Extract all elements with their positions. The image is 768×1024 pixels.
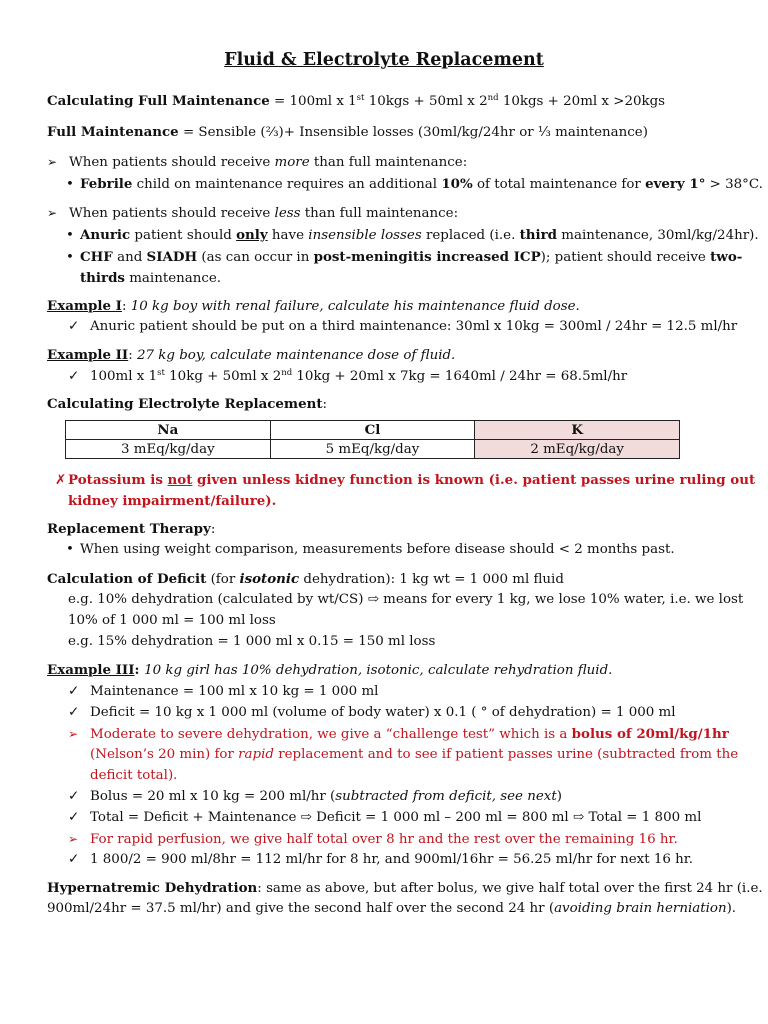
less-heading: [47, 204, 458, 223]
deficit-example-1: [68, 591, 743, 609]
example-label: Example II: [47, 347, 129, 363]
text: given unless kidney function is known (i.e. patient passes urine ruling out: [192, 472, 756, 488]
text: of total maintenance for: [472, 177, 646, 192]
bold-italic-text: isotonic: [239, 571, 300, 587]
text: deficit total).: [90, 768, 178, 783]
dot-bullet-icon: •: [66, 250, 74, 265]
dot-bullet-icon: •: [66, 228, 74, 243]
arrow-bullet-icon: ➢: [68, 727, 79, 741]
example-1-answer: [68, 318, 737, 336]
example-3-total: [68, 809, 701, 827]
deficit-example-1-cont: [68, 612, 276, 630]
formula-part: 10kgs + 50ml x 2: [364, 94, 488, 109]
text: > 38°C.: [705, 177, 763, 192]
potassium-warning: [55, 471, 755, 490]
text: maintenance.: [124, 271, 222, 286]
text: :: [121, 299, 131, 314]
arrow-bullet-icon: ➢: [47, 155, 58, 169]
text: (as can occur in: [197, 250, 314, 265]
text: :: [128, 348, 137, 363]
text: 100ml x 1: [90, 369, 158, 384]
bold-text: Calculation of Deficit: [47, 571, 207, 587]
text: Deficit = 10 kg x 1 000 ml (volume of body water) x 0.1 ( ° of dehydration) = 1 000 ml: [90, 705, 676, 720]
bold-text: CHF: [80, 249, 113, 265]
superscript: nd: [281, 368, 293, 378]
cross-icon: ✗: [55, 473, 67, 488]
example-3-rapid: [68, 830, 678, 849]
text: ).: [726, 901, 737, 916]
check-icon: ✓: [68, 319, 80, 334]
text: ): [556, 789, 562, 804]
text: 1 800/2 = 900 ml/8hr = 112 ml/hr for 8 hr, and 900ml/16hr = 56.25 ml/hr for next 16 hr.: [90, 852, 693, 867]
dot-bullet-icon: •: [66, 177, 74, 192]
text: dehydration): 1 kg wt = 1 000 ml fluid: [299, 572, 564, 587]
italic-text: subtracted from deficit, see next: [335, 789, 557, 804]
hypernatremic-line-cont: [47, 900, 736, 918]
bold-text: post-meningitis increased ICP: [313, 249, 541, 265]
bold-text: thirds: [80, 270, 125, 286]
potassium-warning-cont: [68, 492, 276, 510]
italic-text: rapid: [238, 747, 274, 762]
deficit-heading: [47, 570, 564, 589]
electrolyte-heading: [47, 395, 327, 414]
check-icon: ✓: [68, 369, 80, 384]
text: When patients should receive: [69, 155, 275, 170]
table-row: [66, 440, 680, 459]
text: When using weight comparison, measurements before disease should < 2 months past.: [80, 542, 675, 557]
bold-text: SIADH: [146, 249, 198, 265]
bold-text: bolus of 20ml/kg/1hr: [571, 726, 729, 742]
example-label: Example III: [47, 662, 135, 678]
formula-part: 10kgs + 20ml x >20kgs: [498, 94, 666, 109]
full-maintenance-label: Full Maintenance: [47, 124, 179, 140]
page-title: Fluid & Electrolyte Replacement: [224, 50, 544, 70]
text: maintenance, 30ml/kg/24hr).: [557, 228, 759, 243]
example-description: 10 kg girl has 10% dehydration, isotonic, calculate rehydration fluid.: [144, 663, 613, 678]
text: kidney impairment/failure).: [68, 493, 277, 509]
check-icon: ✓: [68, 789, 80, 804]
deficit-example-2: [68, 633, 435, 651]
check-icon: ✓: [68, 852, 80, 867]
text: and: [112, 250, 147, 265]
full-maintenance-text: = Sensible (⅔)+ Insensible losses (30ml/kg/24hr or ⅓ maintenance): [178, 125, 648, 140]
superscript: nd: [487, 93, 499, 103]
hypernatremic-line: [47, 879, 763, 898]
bold-text: Febrile: [80, 176, 133, 192]
emphasis: less: [274, 206, 301, 221]
text: Maintenance = 100 ml x 10 kg = 1 000 ml: [90, 684, 379, 699]
example-3-maintenance: [68, 683, 378, 701]
text: child on maintenance requires an additional: [132, 177, 442, 192]
check-icon: ✓: [68, 705, 80, 720]
replacement-item: [66, 541, 675, 559]
electrolyte-label: Calculating Electrolyte Replacement: [47, 396, 323, 412]
example-3-heading: [47, 661, 612, 680]
replacement-heading: [47, 520, 215, 539]
chf-item-cont: [80, 269, 221, 288]
superscript: st: [356, 93, 365, 103]
example-3-challenge: [68, 725, 729, 744]
check-icon: ✓: [68, 810, 80, 825]
bold-text: third: [519, 227, 558, 243]
bold-text: every 1°: [645, 176, 706, 192]
text: 10kg + 50ml x 2: [164, 369, 282, 384]
replacement-label: Replacement Therapy: [47, 521, 211, 537]
bold-text: two-: [710, 249, 743, 265]
underline-text: not: [167, 472, 193, 488]
example-1-heading: [47, 297, 580, 316]
table-header: Cl: [270, 421, 475, 440]
example-description: 10 kg boy with renal failure, calculate his maintenance fluid dose.: [130, 299, 580, 314]
text: than full maintenance:: [309, 155, 468, 170]
text: Moderate to severe dehydration, we give a “challenge test” which is a: [90, 727, 572, 742]
text: Anuric patient should be put on a third maintenance: 30ml x 10kg = 300ml / 24hr = 12.5 ml/hr: [90, 319, 738, 334]
example-description: 27 kg boy, calculate maintenance dose of fluid.: [136, 348, 456, 363]
chf-item: [66, 248, 742, 267]
text: :: [134, 662, 145, 678]
example-3-challenge-cont: [90, 746, 738, 764]
more-heading: [47, 153, 467, 172]
table-cell: 5 mEq/kg/day: [270, 440, 475, 459]
text: replaced (i.e.: [421, 228, 520, 243]
text: Potassium is: [68, 472, 168, 488]
text: replacement and to see if patient passes urine (subtracted from the: [273, 747, 739, 762]
emphasis: more: [274, 155, 310, 170]
text: :: [210, 522, 216, 537]
bold-text: Anuric: [80, 227, 131, 243]
text: 10% of 1 000 ml = 100 ml loss: [68, 613, 276, 628]
text: For rapid perfusion, we give half total over 8 hr and the rest over the remaining 16 hr.: [90, 832, 678, 847]
arrow-bullet-icon: ➢: [47, 206, 58, 220]
text: Total = Deficit + Maintenance ⇨ Deficit = 1 000 ml – 200 ml = 800 ml ⇨ Total = 1 800 ml: [90, 810, 702, 825]
text: ); patient should receive: [540, 250, 711, 265]
italic-text: insensible losses: [308, 228, 422, 243]
example-3-challenge-cont-2: [90, 767, 177, 785]
example-2-heading: [47, 346, 455, 365]
text: :: [322, 397, 328, 412]
text: Bolus = 20 ml x 10 kg = 200 ml/hr (: [90, 789, 336, 804]
anuric-item: [66, 226, 759, 245]
dot-bullet-icon: •: [66, 542, 74, 557]
text: (Nelson’s 20 min) for: [90, 747, 239, 762]
text: 900ml/24hr = 37.5 ml/hr) and give the second half over the second 24 hr (: [47, 901, 555, 916]
text: : same as above, but after bolus, we give half total over the first 24 hr (i.e.: [257, 881, 763, 896]
example-label: Example I: [47, 298, 122, 314]
text: 10kg + 20ml x 7kg = 1640ml / 24hr = 68.5ml/hr: [292, 369, 628, 384]
table-header: K: [475, 421, 680, 440]
bold-underline-text: only: [236, 227, 268, 243]
example-2-answer: [68, 368, 627, 386]
example-3-deficit: [68, 704, 676, 722]
table-header: Na: [66, 421, 271, 440]
bold-text: 10%: [441, 176, 473, 192]
table-cell: 2 mEq/kg/day: [475, 440, 680, 459]
electrolyte-table: [65, 420, 680, 459]
table-header-row: [66, 421, 680, 440]
italic-text: avoiding brain herniation: [554, 901, 727, 916]
text: have: [267, 228, 309, 243]
text: e.g. 15% dehydration = 1 000 ml x 0.15 = 150 ml loss: [68, 634, 436, 649]
full-maintenance-line: [47, 123, 648, 142]
example-3-bolus: [68, 788, 562, 806]
text: than full maintenance:: [300, 206, 459, 221]
text: e.g. 10% dehydration (calculated by wt/CS) ⇨ means for every 1 kg, we lose 10% water, i.e. we lost: [68, 592, 744, 607]
formula-part: = 100ml x 1: [269, 94, 357, 109]
text: (for: [206, 572, 240, 587]
example-3-rate: [68, 851, 693, 869]
arrow-bullet-icon: ➢: [68, 832, 79, 846]
maintenance-formula: [47, 92, 665, 111]
text: patient should: [130, 228, 237, 243]
hypernatremic-label: Hypernatremic Dehydration: [47, 880, 258, 896]
table-cell: 3 mEq/kg/day: [66, 440, 271, 459]
text: When patients should receive: [69, 206, 275, 221]
maintenance-label: Calculating Full Maintenance: [47, 93, 270, 109]
superscript: st: [157, 368, 165, 378]
check-icon: ✓: [68, 684, 80, 699]
febrile-item: [66, 175, 763, 194]
